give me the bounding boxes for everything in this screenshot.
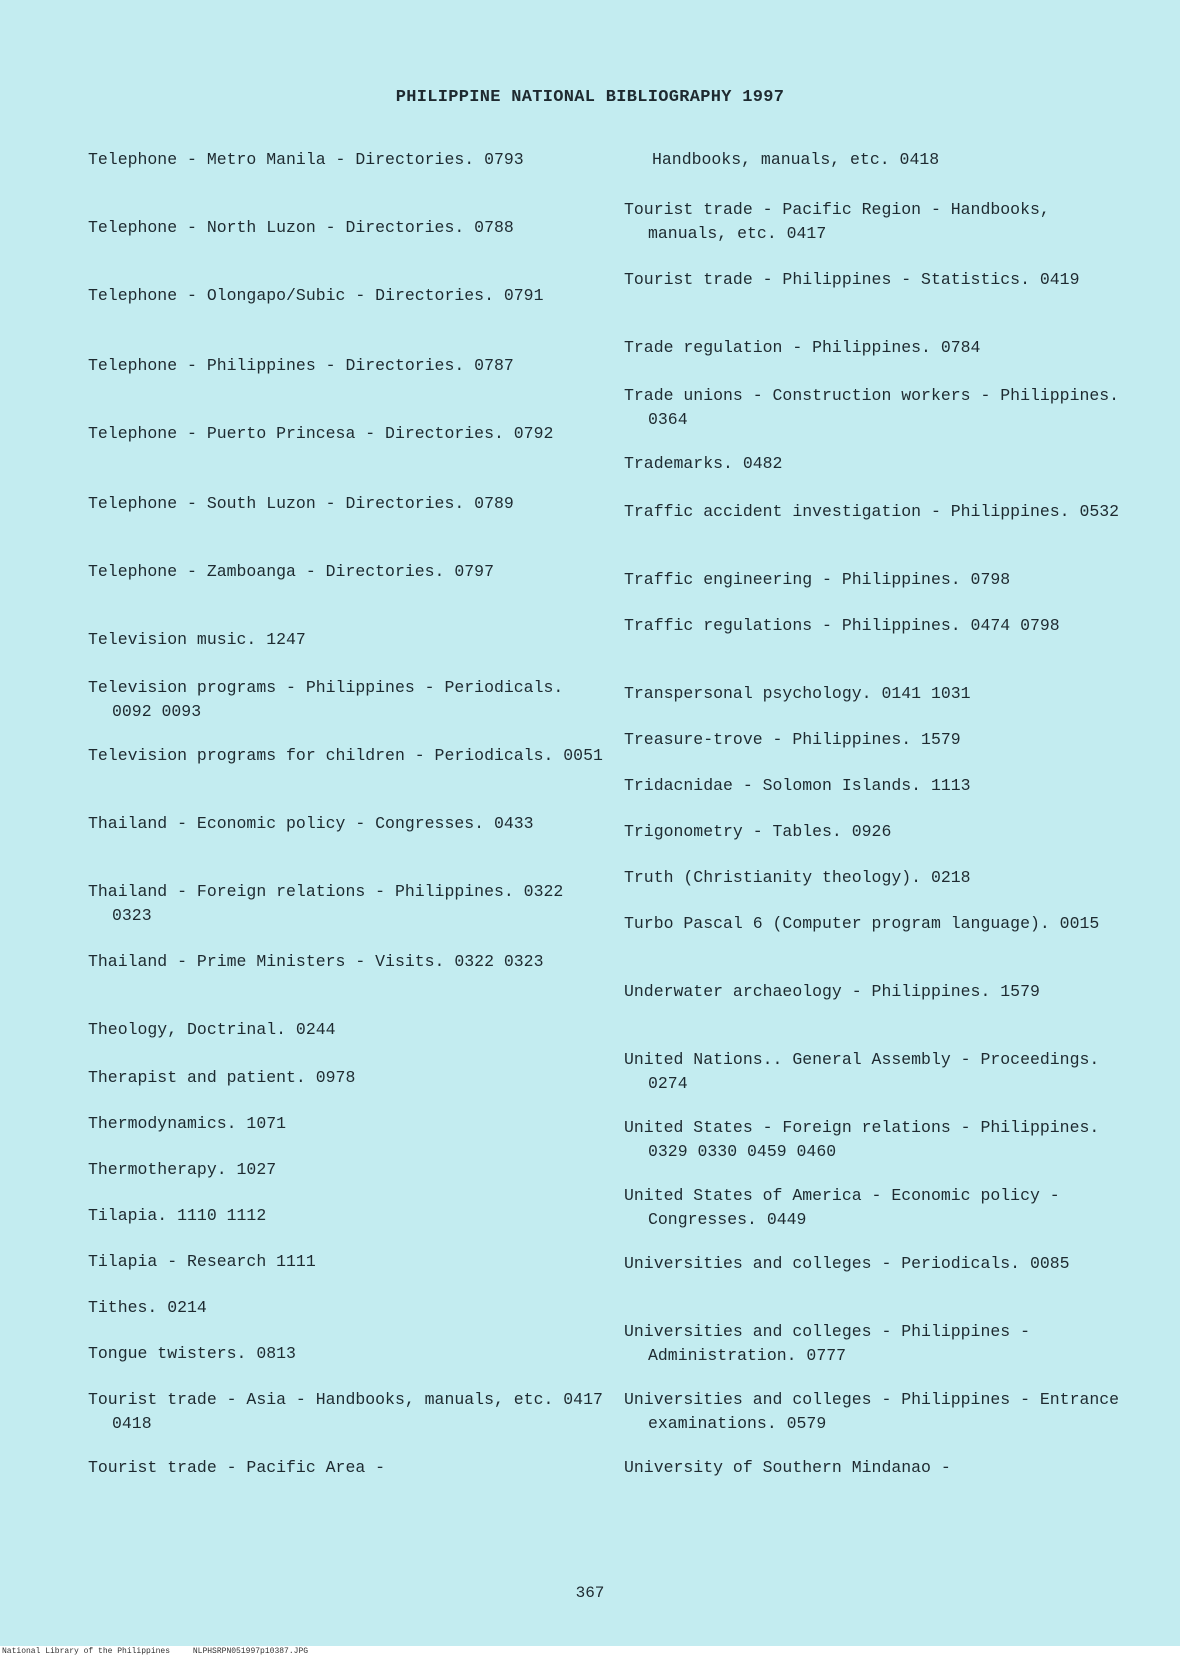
index-entry: Trigonometry - Tables. 0926 <box>624 822 892 841</box>
index-entry-continued: Handbooks, manuals, etc. 0418 <box>652 150 940 169</box>
index-entry: University of Southern Mindanao - <box>624 1458 951 1477</box>
index-entry: Trade regulation - Philippines. 0784 <box>624 338 981 357</box>
index-entry: Tongue twisters. 0813 <box>88 1344 296 1363</box>
index-entry: Telephone - Philippines - Directories. 0787 <box>88 356 514 375</box>
index-entry: Truth (Christianity theology). 0218 <box>624 868 971 887</box>
index-entry: Tourist trade - Pacific Region - Handbooks, manuals, etc. 0417 <box>624 200 1050 243</box>
index-entry: Tourist trade - Philippines - Statistics. 0419 <box>624 270 1080 289</box>
index-entry: Traffic regulations - Philippines. 0474 0798 <box>624 616 1060 635</box>
index-entry: Underwater archaeology - Philippines. 1579 <box>624 982 1040 1001</box>
index-entry: Thailand - Economic policy - Congresses. 0433 <box>88 814 534 833</box>
index-entry: Thermotherapy. 1027 <box>88 1160 277 1179</box>
index-entry: Universities and colleges - Philippines - Administration. 0777 <box>624 1322 1030 1365</box>
index-entry: Telephone - South Luzon - Directories. 0789 <box>88 494 514 513</box>
index-entry: United States of America - Economic policy - Congresses. 0449 <box>624 1186 1060 1229</box>
index-entry: Tourist trade - Asia - Handbooks, manuals, etc. 0417 0418 <box>88 1390 603 1433</box>
index-entry: Trade unions - Construction workers - Philippines. 0364 <box>624 386 1120 429</box>
index-entry: Transpersonal psychology. 0141 1031 <box>624 684 971 703</box>
index-entry: United Nations.. General Assembly - Proceedings. 0274 <box>624 1050 1100 1093</box>
index-entry: Telephone - Metro Manila - Directories. 0793 <box>88 150 524 169</box>
index-entry: Treasure-trove - Philippines. 1579 <box>624 730 961 749</box>
index-entry: Tridacnidae - Solomon Islands. 1113 <box>624 776 971 795</box>
index-entry: Therapist and patient. 0978 <box>88 1068 356 1087</box>
index-entry: Television music. 1247 <box>88 630 306 649</box>
index-entry: United States - Foreign relations - Philippines. 0329 0330 0459 0460 <box>624 1118 1100 1161</box>
index-entry: Turbo Pascal 6 (Computer program language). 0015 <box>624 914 1100 933</box>
source-label: National Library of the Philippines <box>2 1647 171 1656</box>
index-entry: Universities and colleges - Periodicals. 0085 <box>624 1254 1070 1273</box>
index-entry: Thailand - Prime Ministers - Visits. 0322 0323 <box>88 952 544 971</box>
index-entry: Traffic engineering - Philippines. 0798 <box>624 570 1011 589</box>
index-entry: Tilapia - Research 1111 <box>88 1252 316 1271</box>
index-entry: Television programs for children - Periodicals. 0051 <box>88 746 603 765</box>
page-title: PHILIPPINE NATIONAL BIBLIOGRAPHY 1997 <box>395 88 785 107</box>
index-entry: Telephone - Puerto Princesa - Directories. 0792 <box>88 424 554 443</box>
index-entry: Tithes. 0214 <box>88 1298 207 1317</box>
index-entry: Telephone - Zamboanga - Directories. 0797 <box>88 562 494 581</box>
index-entry: Tourist trade - Pacific Area - <box>88 1458 386 1477</box>
index-entry: Theology, Doctrinal. 0244 <box>88 1020 336 1039</box>
index-entry: Telephone - Olongapo/Subic - Directories. 0791 <box>88 286 544 305</box>
index-entry: Thermodynamics. 1071 <box>88 1114 287 1133</box>
index-entry: Tilapia. 1110 1112 <box>88 1206 267 1225</box>
file-label: NLPHSRPN051997p10387.JPG <box>192 1647 309 1656</box>
index-entry: Television programs - Philippines - Periodicals. 0092 0093 <box>88 678 564 721</box>
scan-footer <box>0 1646 1180 1658</box>
index-entry: Trademarks. 0482 <box>624 454 783 473</box>
index-entry: Thailand - Foreign relations - Philippines. 0322 0323 <box>88 882 564 925</box>
index-entry: Universities and colleges - Philippines - Entrance examinations. 0579 <box>624 1390 1120 1433</box>
index-entry: Telephone - North Luzon - Directories. 0788 <box>88 218 514 237</box>
index-entry: Traffic accident investigation - Philippines. 0532 <box>624 502 1120 521</box>
page-number: 367 <box>575 1584 605 1602</box>
